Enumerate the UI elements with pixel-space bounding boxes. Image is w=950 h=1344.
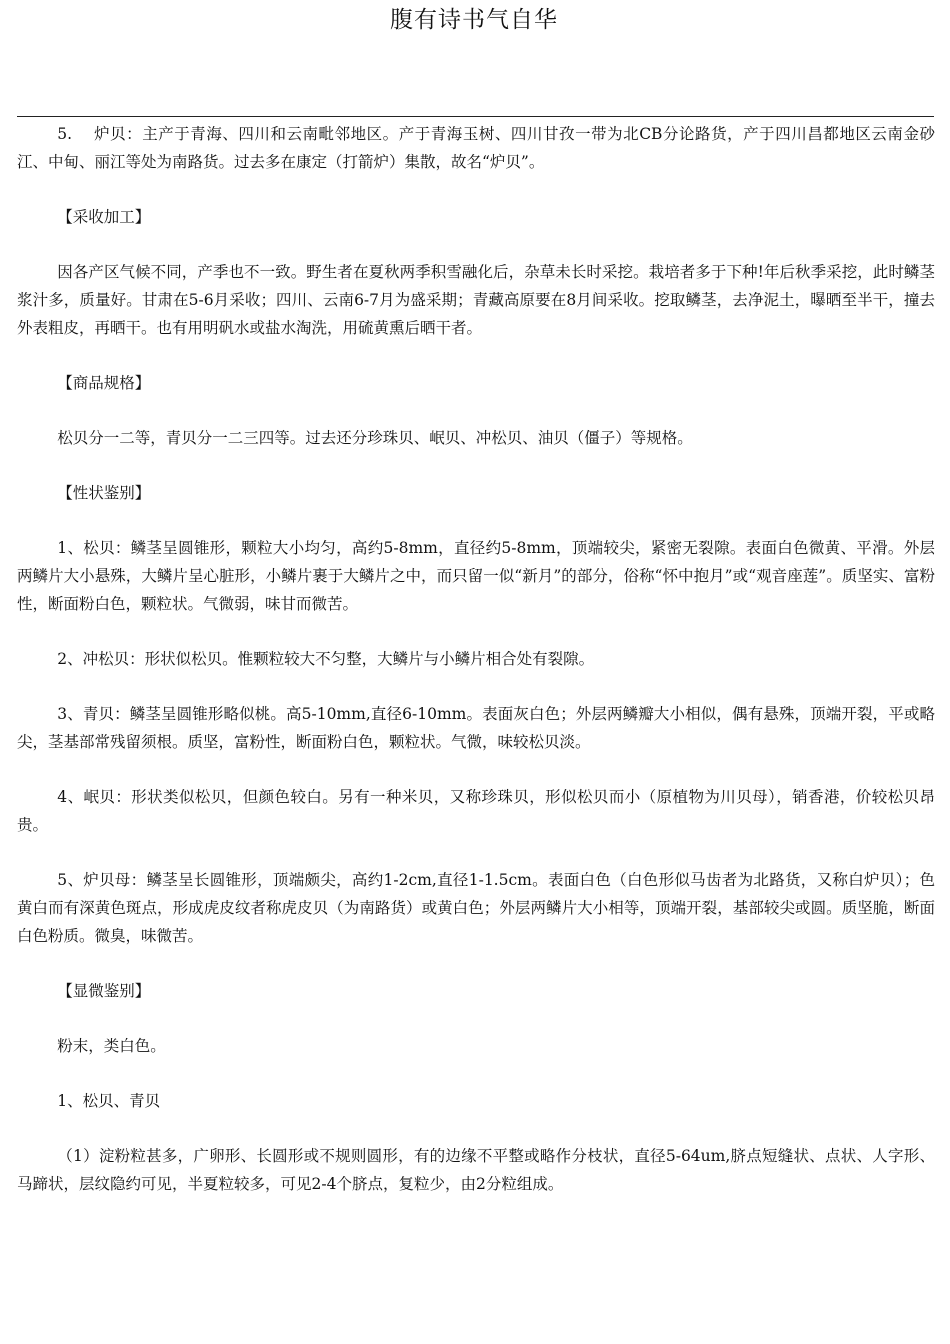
paragraph-starch-grains: （1）淀粉粒甚多，广卵形、长圆形或不规则圆形，有的边缘不平整或略作分枝状，直径5-64um,脐点短缝状、点状、人字形、马蹄状，层纹隐约可见，半夏粒较多，可见2-4个脐点，复粒少，由2分粒组成。 <box>17 1147 935 1193</box>
paragraph-lubeimu: 5、炉贝母：鳞茎呈长圆锥形，顶端颇尖，高约1-2cm,直径1-1.5cm。表面白色（白色形似马齿者为北路货，又称白炉贝）；色黄白而有深黄色斑点，形成虎皮纹者称虎皮贝（为南路货）或黄白色；外层两鳞片大小相等，顶端开裂，基部较尖或圆。质坚脆，断面白色粉质。微臭，味微苦。 <box>17 871 935 945</box>
section-heading-microscopy: 【显微鉴别】 <box>57 982 151 1000</box>
paragraph-lubei-origin: 5. 炉贝：主产于青海、四川和云南毗邻地区。产于青海玉树、四川甘孜一带为北CB分论路货，产于四川昌都地区云南金砂江、中甸、丽江等处为南路货。过去多在康定（打箭炉）集散，故名“炉贝”。 <box>17 125 935 171</box>
paragraph-subheading-songbei-qingbei: 1、松贝、青贝 <box>57 1092 161 1110</box>
section-heading-harvest: 【采收加工】 <box>57 208 151 226</box>
document-body <box>17 120 935 1225</box>
paragraph-chongsongbei: 2、冲松贝：形状似松贝。惟颗粒较大不匀整，大鳞片与小鳞片相合处有裂隙。 <box>57 650 595 668</box>
paragraph-harvest: 因各产区气候不同，产季也不一致。野生者在夏秋两季积雪融化后，杂草未长时采挖。栽培者多于下种!年后秋季采挖，此时鳞茎浆汁多，质量好。甘肃在5-6月采收；四川、云南6-7月为盛采期；青藏高原要在8月间采收。挖取鳞茎，去净泥土，曝晒至半干，撞去外表粗皮，再晒干。也有用明矾水或盐水淘洗，用硫黄熏后晒干者。 <box>17 263 935 337</box>
page-header-title: 腹有诗书气自华 <box>390 7 558 33</box>
section-heading-appearance: 【性状鉴别】 <box>57 484 151 502</box>
section-heading-grades: 【商品规格】 <box>57 374 151 392</box>
paragraph-qingbei: 3、青贝：鳞茎呈圆锥形略似桃。高5-10mm,直径6-10mm。表面灰白色；外层两鳞瓣大小相似，偶有悬殊，顶端开裂，平或略尖，茎基部常残留须根。质坚，富粉性，断面粉白色，颗粒状。气微，味较松贝淡。 <box>17 705 935 751</box>
paragraph-powder: 粉末，类白色。 <box>57 1037 166 1055</box>
paragraph-minbei: 4、岷贝：形状类似松贝，但颜色较白。另有一种米贝，又称珍珠贝，形似松贝而小（原植物为川贝母），销香港，价较松贝昂贵。 <box>17 788 935 834</box>
paragraph-songbei: 1、松贝：鳞茎呈圆锥形，颗粒大小均匀，高约5-8mm，直径约5-8mm，顶端较尖，紧密无裂隙。表面白色微黄、平滑。外层两鳞片大小悬殊，大鳞片呈心脏形，小鳞片裹于大鳞片之中，而只留一似“新月”的部分，俗称“怀中抱月”或“观音座莲”。质坚实、富粉性，断面粉白色，颗粒状。气微弱，味甘而微苦。 <box>17 539 935 613</box>
header-divider <box>17 116 934 117</box>
paragraph-grades: 松贝分一二等，青贝分一二三四等。过去还分珍珠贝、岷贝、冲松贝、油贝（僵子）等规格。 <box>57 429 693 447</box>
